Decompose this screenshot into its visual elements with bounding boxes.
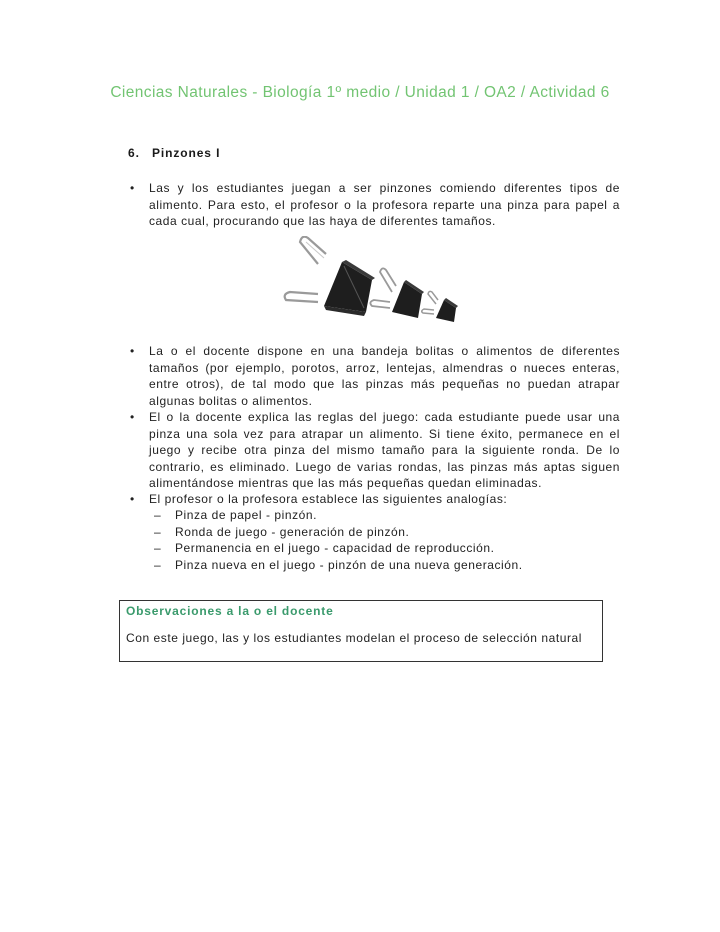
analogy-item <box>128 507 608 524</box>
medium-clip-icon <box>370 268 424 318</box>
observations-text: Con este juego, las y los estudiantes modelan el proceso de selección natural <box>126 631 582 645</box>
binder-clips-image <box>278 236 464 324</box>
paragraph-text: El o la docente explica las reglas del juego: cada estudiante puede usar una pinza una sola vez para atrapar un alimento. Si tiene éxito, permanece en el juego y recibe otra pinza del mismo tamaño para la siguiente ronda. De lo contrario, es eliminado. Luego de varias rondas, las pinzas más aptas siguen alimentándose mientras que las más pequeñas quedan eliminadas. <box>149 410 620 490</box>
bullet-icon: • <box>130 344 135 358</box>
analogy-item <box>128 557 608 574</box>
analogy-text: Ronda de juego - generación de pinzón. <box>175 524 410 539</box>
observations-title: Observaciones a la o el docente <box>126 604 334 618</box>
dash-icon: – <box>154 557 162 572</box>
analogies-list <box>128 507 608 573</box>
analogy-item <box>128 540 608 557</box>
dash-icon: – <box>154 524 162 539</box>
dash-icon: – <box>154 541 162 555</box>
activity-number: 6. <box>128 146 140 160</box>
bullet-icon: • <box>130 410 135 424</box>
large-clip-icon <box>285 237 375 316</box>
analogy-text: Permanencia en el juego - capacidad de reproducción. <box>175 541 495 555</box>
breadcrumb-header: Ciencias Naturales - Biología 1º medio / Unidad 1 / OA2 / Actividad 6 <box>110 84 610 101</box>
paragraph-3 <box>128 409 620 492</box>
paragraph-4 <box>128 491 620 508</box>
dash-icon: – <box>154 508 162 522</box>
activity-title <box>128 146 220 160</box>
paragraph-2 <box>128 343 620 409</box>
activity-title-text: Pinzones I <box>152 146 221 160</box>
paragraph-1 <box>128 180 620 230</box>
small-clip-icon <box>422 291 458 322</box>
paragraph-text: El profesor o la profesora establece las siguientes analogías: <box>149 492 508 506</box>
analogy-text: Pinza nueva en el juego - pinzón de una nueva generación. <box>175 557 523 572</box>
paragraph-text: La o el docente dispone en una bandeja bolitas o alimentos de diferentes tamaños (por ejemplo, porotos, arroz, lentejas, almendras o nueces enteras, entre otros), de tal modo que las pinzas más pequeñas no puedan atrapar algunas bolitas o alimentos. <box>149 344 620 408</box>
observations-box <box>119 600 603 662</box>
paragraph-text: Las y los estudiantes juegan a ser pinzones comiendo diferentes tipos de alimento. Para esto, el profesor o la profesora reparte una pinza para papel a cada cual, procurando que las haya de diferentes tamaños. <box>149 181 620 228</box>
analogy-item <box>128 524 608 541</box>
bullet-icon: • <box>130 181 135 195</box>
analogy-text: Pinza de papel - pinzón. <box>175 508 317 522</box>
bullet-icon: • <box>130 492 135 506</box>
